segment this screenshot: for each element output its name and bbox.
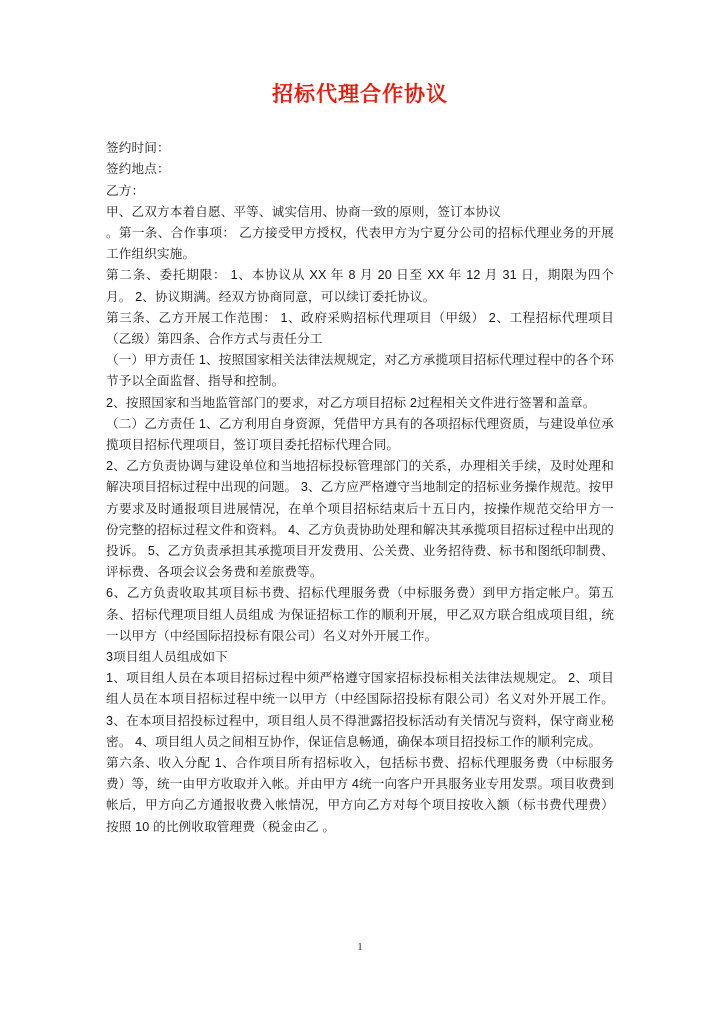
paragraph-party-a-duties: （一）甲方责任 1、按照国家相关法律法规规定，对乙方承揽项目招标代理过程中的各个环节予以全面监督、指导和控制。 [106, 353, 614, 389]
paragraph-article-3-scope: 第三条、乙方开展工作范围： 1、政府采购招标代理项目（甲级） 2、工程招标代理项目（乙级）第四条、合作方式与责任分工 [106, 310, 614, 347]
page-number: 1 [357, 941, 363, 953]
paragraph-preamble: 甲、乙双方本着自愿、平等、诚实信用、协商一致的原则，签订本协议 [106, 204, 502, 219]
paragraph-party-b-duties-6: 6、乙方负责收取其项目标书费、招标代理服务费（中标服务费）到甲方指定帐户。第五条、招标代理项目组人员组成 为保证招标工作的顺利开展，甲乙双方联合组成项目组，统一以甲方（中经国际招投标有限公司）名义对外开展工作。 [106, 586, 614, 643]
paragraph-team-composition-items: 1、项目组人员在本项目招标过程中须严格遵守国家招标投标相关法律法规规定。 2、项目组人员在本项目招标过程中统一以甲方（中经国际招投标有限公司）名义对外开展工作。 3、在本项目招投标过程中，项目组人员不得泄露招投标活动有关情况与资料，保守商业秘密。 4、项目组人员之间相互协作，保证信息畅通，确保本项目招投标工作的顺利完成。 [106, 671, 614, 749]
paragraph-party-a-duties-2: 2、按照国家和当地监管部门的要求，对乙方项目招标 2过程相关文件进行签署和盖章。 [106, 395, 596, 410]
paragraph-signing-place: 签约地点： [106, 162, 170, 177]
paragraph-article-6-revenue: 第六条、收入分配 1、合作项目所有招标收入，包括标书费、招标代理服务费（中标服务费）等，统一由甲方收取并入帐。并由甲方 4统一向客户开具服务业专用发票。项目收费到帐后，甲方向乙方通报收费入帐情况，甲方向乙方对每个项目按收入额（标书费代理费）按照 10 的比例收取管理费（税金由乙 。 [106, 756, 614, 834]
paragraph-party-b: 乙方： [106, 183, 145, 198]
document-content [106, 0, 614, 838]
paragraph-article-1-cooperation: 。第一条、合作事项： 乙方接受甲方授权，代表甲方为宁夏分公司的招标代理业务的开展工作组织实施。 [106, 226, 614, 262]
paragraph-party-b-duties-2: 2、乙方负责协调与建设单位和当地招标投标管理部门的关系，办理相关手续，及时处理和解决项目招标过程中出现的问题。 3、乙方应严格遵守当地制定的招标业务操作规范。按甲方要求及时通报项目进展情况，在单个项目招标结束后十五日内，按操作规范交给甲方一份完整的招标过程文件和资料。 4、乙方负责协助处理和解决其承揽项目招标过程中出现的投诉。 5、乙方负责承担其承揽项目开发费用、公关费、业务招待费、标书和图纸印制费、评标费、各项会议会务费和差旅费等。 [106, 459, 614, 580]
paragraph-team-composition-heading: 3项目组人员组成如下 [106, 650, 228, 665]
page-title: 招标代理合作协议 [272, 83, 448, 106]
paragraph-party-b-duties: （二）乙方责任 1、乙方利用自身资源，凭借甲方具有的各项招标代理资质，与建设单位承揽项目招标代理项目，签订项目委托招标代理合同。 [106, 416, 614, 453]
document-body [106, 138, 614, 838]
paragraph-article-2-term: 第二条、委托期限： 1、本协议从 XX 年 8 月 20 日至 XX 年 12 月 31 日，期限为四个月。 2、协议期满。经双方协商同意，可以续订委托协议。 [106, 268, 614, 304]
paragraph-signing-time: 签约时间： [106, 141, 170, 156]
